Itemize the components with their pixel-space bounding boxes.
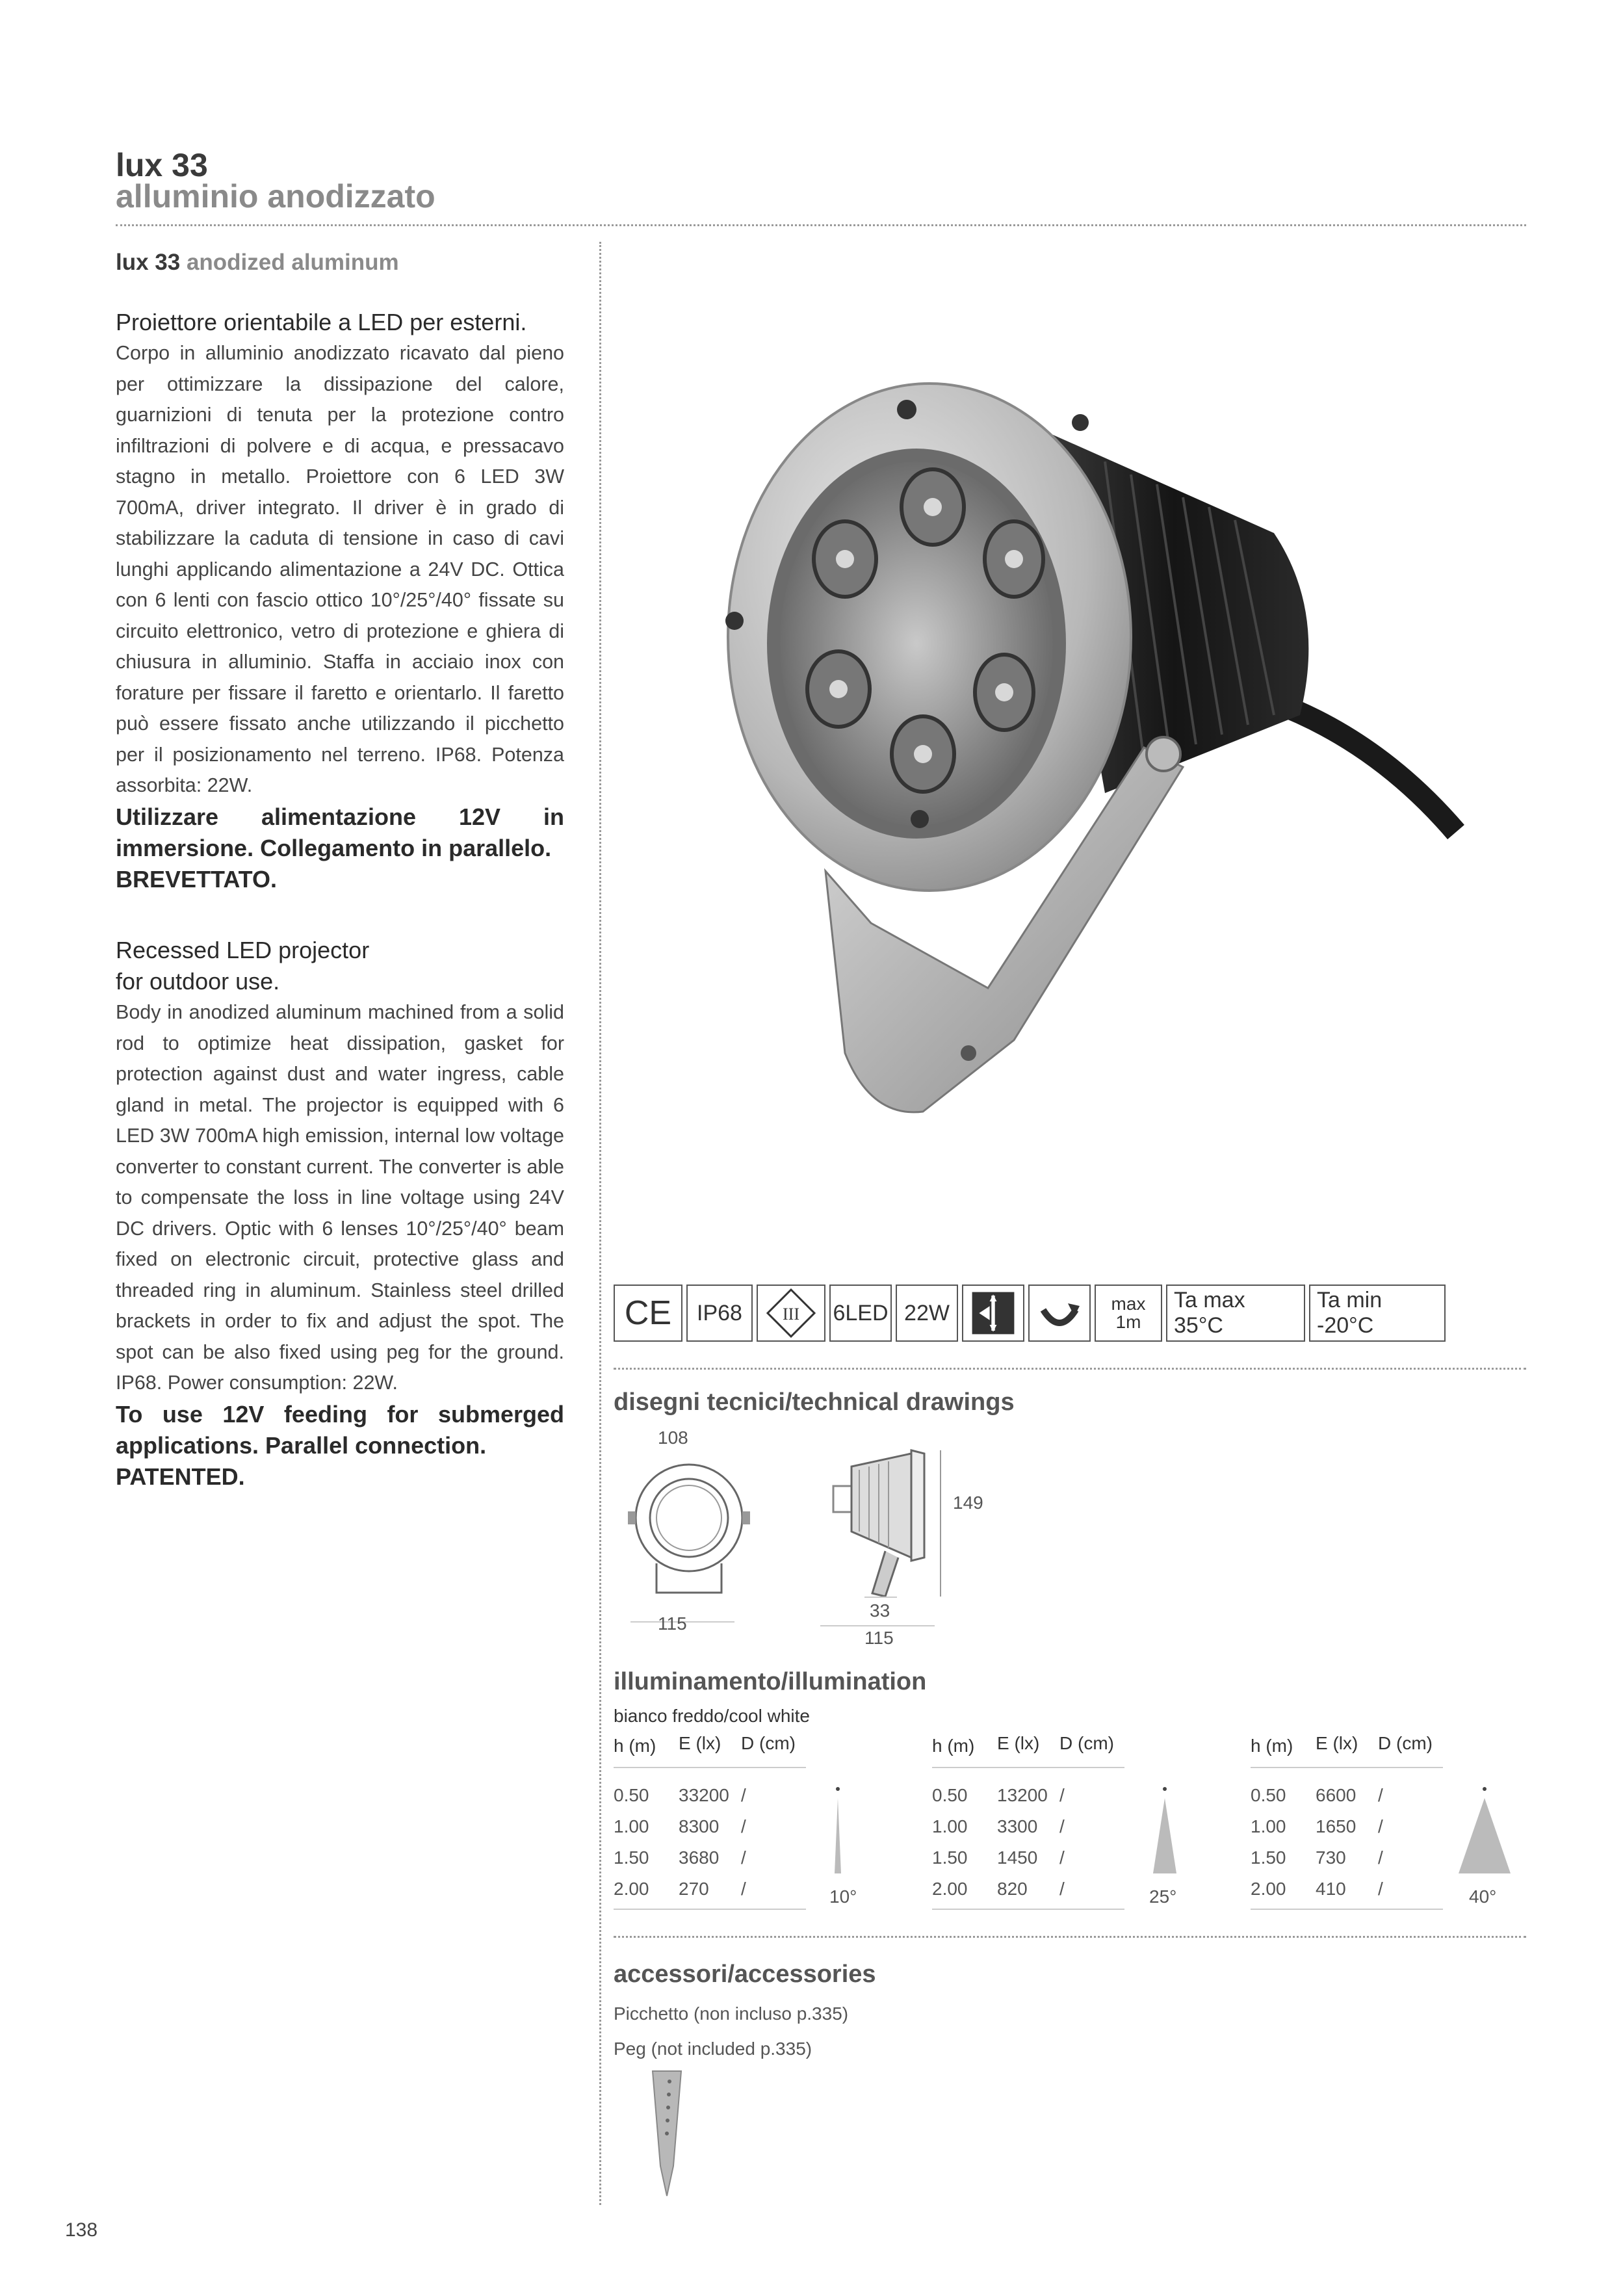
- table-cell: 1.50: [614, 1847, 649, 1868]
- side-height-label: 149: [953, 1493, 983, 1513]
- max-depth-value: 1m: [1115, 1312, 1141, 1332]
- table-cell: /: [1378, 1847, 1383, 1868]
- col-d-header: D (cm): [1378, 1733, 1433, 1753]
- beam-cone-40-icon: [1452, 1786, 1517, 1877]
- table-cell: /: [741, 1879, 746, 1899]
- table-footer-rule: [614, 1909, 806, 1910]
- italian-body: Corpo in alluminio anodizzato ricavato dal pieno per ottimizzare la dissipazione del calore, guarnizioni di tenuta per la protezione contro infiltrazioni di polvere e di acqua, e pressacavo stagno in metallo. Proiettore con 6 LED 3W 700mA, driver integrato. Il driver è in grado di stabilizzare la caduta di tensione in caso di cavi lunghi applicando alimentazione a 24V DC. Ottica con 6 lenti con fascio ottico 10°/25°/40° fissate su circuito elettronico, vetro di protezione e ghiera di chiusura in alluminio. Staffa in acciaio inox con forature per fissare il faretto e orientarlo. Il faretto può essere fissato anche utilizzando il picchetto per il posizionamento nel terreno. IP68. Potenza assorbita: 22W.: [116, 342, 564, 796]
- italian-heading: Proiettore orientabile a LED per esterni.: [116, 309, 527, 335]
- table-cell: /: [1378, 1879, 1383, 1899]
- accessory-english: Peg (not included p.335): [614, 2039, 812, 2059]
- front-width-label: 108: [658, 1428, 688, 1448]
- table-cell: 410: [1316, 1879, 1346, 1899]
- english-heading-1: Recessed LED projector: [116, 937, 370, 963]
- peg-image: [647, 2068, 686, 2198]
- product-title: lux 33: [116, 147, 208, 183]
- table-cell: 6600: [1316, 1785, 1357, 1805]
- english-description: [116, 935, 564, 1493]
- product-photo: [650, 338, 1495, 1209]
- beam-cone-25-icon: [1145, 1786, 1184, 1877]
- table-cell: 730: [1316, 1847, 1346, 1868]
- col-h-header: h (m): [1251, 1736, 1293, 1756]
- accessories-title: accessori/accessories: [614, 1961, 876, 1988]
- table-cell: 1.00: [932, 1816, 968, 1836]
- table-cell: 0.50: [614, 1785, 649, 1805]
- ta-min-icon: Ta min -20°C: [1309, 1285, 1446, 1342]
- col-e-header: E (lx): [679, 1733, 721, 1753]
- table-cell: /: [1059, 1879, 1065, 1899]
- english-body: Body in anodized aluminum machined from a solid rod to optimize heat dissipation, gasket for protection against dust and water ingress, cable gland in metal. The projector is equipped with 6 LED 3W 700mA high emission, internal low voltage converter to constant current. The converter is able to compensate the loss in line voltage using 24V DC drivers. Optic with 6 lenses 10°/25°/40° beam fixed on electronic circuit, protective glass and threaded ring in aluminum. Stainless steel drilled brackets in order to fix and adjust the spot. The spot can be also fixed using peg for the ground. IP68. Power consumption: 22W.: [116, 1001, 564, 1394]
- led-count-icon: 6LED: [829, 1285, 892, 1342]
- side-depth-label: 33: [870, 1600, 890, 1621]
- beam-angle-label: 40°: [1469, 1886, 1497, 1907]
- table-footer-rule: [932, 1909, 1124, 1910]
- table-cell: 2.00: [614, 1879, 649, 1899]
- english-patent: PATENTED.: [116, 1463, 245, 1490]
- italian-description: [116, 307, 564, 895]
- table-cell: 3680: [679, 1847, 720, 1868]
- side-base-line: [820, 1625, 935, 1626]
- english-heading-2: for outdoor use.: [116, 968, 280, 995]
- table-cell: 0.50: [932, 1785, 968, 1805]
- col-d-header: D (cm): [741, 1733, 796, 1753]
- italian-patent: BREVETTATO.: [116, 865, 278, 893]
- illumination-subtitle: bianco freddo/cool white: [614, 1706, 810, 1726]
- table-cell: /: [1059, 1816, 1065, 1836]
- table-cell: 0.50: [1251, 1785, 1286, 1805]
- table-cell: 3300: [997, 1816, 1038, 1836]
- illumination-table-10: [614, 1733, 887, 1915]
- accessory-italian: Picchetto (non incluso p.335): [614, 2003, 849, 2024]
- page-number: 138: [65, 2219, 98, 2241]
- class-iii-label: III: [783, 1305, 799, 1324]
- ta-max-icon: Ta max 35°C: [1166, 1285, 1305, 1342]
- table-cell: /: [1378, 1816, 1383, 1836]
- illumination-divider: [614, 1936, 1526, 1938]
- table-footer-rule: [1251, 1909, 1443, 1910]
- front-base-label: 115: [658, 1613, 687, 1634]
- drawings-title: disegni tecnici/technical drawings: [614, 1389, 1015, 1416]
- table-cell: /: [741, 1785, 746, 1805]
- table-cell: 1.50: [932, 1847, 968, 1868]
- table-cell: /: [1378, 1785, 1383, 1805]
- table-cell: 270: [679, 1879, 709, 1899]
- col-e-header: E (lx): [997, 1733, 1040, 1753]
- class-iii-icon: [757, 1285, 825, 1342]
- side-base-label: 115: [864, 1628, 894, 1648]
- table-cell: 1.00: [1251, 1816, 1286, 1836]
- table-cell: /: [741, 1847, 746, 1868]
- side-view-drawing: [820, 1441, 950, 1603]
- illumination-table-40: [1251, 1733, 1526, 1915]
- column-divider: [599, 242, 601, 2205]
- table-cell: 33200: [679, 1785, 729, 1805]
- table-cell: 1.00: [614, 1816, 649, 1836]
- english-subtitle: [116, 250, 399, 276]
- beam-angle-label: 10°: [829, 1886, 857, 1907]
- col-h-header: h (m): [932, 1736, 975, 1756]
- front-view-drawing: [617, 1446, 760, 1602]
- beam-angle-label: 25°: [1149, 1886, 1177, 1907]
- power-icon: 22W: [896, 1285, 958, 1342]
- english-notice: To use 12V feeding for submerged applications. Parallel connection.: [116, 1400, 564, 1459]
- header-divider: [116, 224, 1526, 226]
- table-cell: 8300: [679, 1816, 720, 1836]
- beam-cone-10-icon: [828, 1786, 848, 1877]
- table-cell: /: [1059, 1785, 1065, 1805]
- certification-icons: [614, 1285, 1446, 1347]
- table-cell: /: [741, 1816, 746, 1836]
- table-cell: /: [1059, 1847, 1065, 1868]
- table-header-rule: [1251, 1767, 1443, 1768]
- english-subtitle-bold: lux 33: [116, 250, 181, 275]
- italian-notice: Utilizzare alimentazione 12V in immersione. Collegamento in parallelo.: [116, 803, 564, 861]
- table-header-rule: [932, 1767, 1124, 1768]
- max-depth-icon: [1095, 1285, 1162, 1342]
- table-cell: 1450: [997, 1847, 1038, 1868]
- table-header-rule: [614, 1767, 806, 1768]
- illumination-table-25: [932, 1733, 1205, 1915]
- side-depth-line: [864, 1597, 897, 1598]
- table-cell: 13200: [997, 1785, 1048, 1805]
- table-cell: 2.00: [1251, 1879, 1286, 1899]
- table-cell: 820: [997, 1879, 1028, 1899]
- table-cell: 2.00: [932, 1879, 968, 1899]
- col-d-header: D (cm): [1059, 1733, 1114, 1753]
- illumination-title: illuminamento/illumination: [614, 1668, 927, 1695]
- product-subtitle: alluminio anodizzato: [116, 178, 435, 215]
- icons-divider: [614, 1368, 1526, 1370]
- ce-mark-icon: CE: [614, 1285, 682, 1342]
- col-e-header: E (lx): [1316, 1733, 1358, 1753]
- rotation-icon: [1028, 1285, 1091, 1342]
- col-h-header: h (m): [614, 1736, 656, 1756]
- orientable-icon: [962, 1285, 1024, 1342]
- table-cell: 1.50: [1251, 1847, 1286, 1868]
- table-cell: 1650: [1316, 1816, 1357, 1836]
- english-subtitle-rest: anodized aluminum: [180, 250, 399, 275]
- ip68-icon: IP68: [686, 1285, 753, 1342]
- max-depth-label: max: [1111, 1294, 1146, 1314]
